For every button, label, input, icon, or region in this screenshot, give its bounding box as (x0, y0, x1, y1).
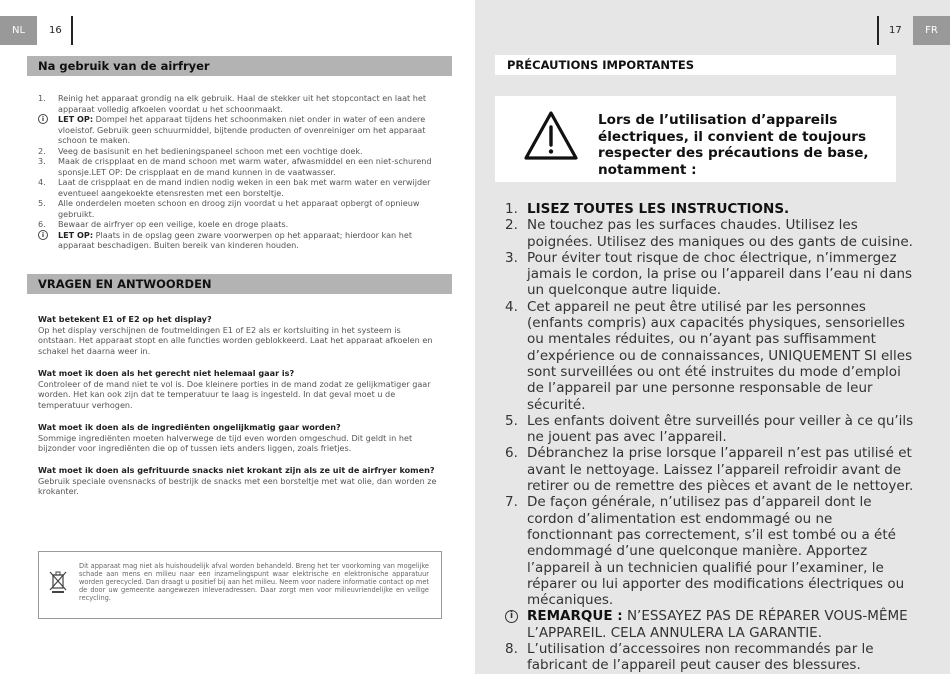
list-item: 1. LISEZ TOUTES LES INSTRUCTIONS. (505, 201, 790, 217)
faq-item (38, 422, 438, 454)
list-item: 2. Veeg de basisunit en het bedieningspaneel schoon met een vochtige doek. (38, 145, 363, 156)
weee-text: Dit apparaat mag niet als huishoudelijk afval worden behandeld. Breng het ter voorkoming van mogelijke schade aan mens en milieu naar een inzamelingspunt waar elektrische en elektronische apparatuur worden gerecycled. Dan draagt u positief bij aan het milieu. Neem voor nadere informatie contact op met de door uw gemeente aangewezen inleveradressen. Daar zorgt men voor milieuvriendelijke en veilige recycling. (79, 562, 429, 602)
faq-item (38, 368, 438, 410)
section-title-faq: VRAGEN EN ANTWOORDEN (27, 274, 452, 294)
crossed-bin-icon (49, 570, 67, 594)
list-item: 5. Les enfants doivent être surveillés pour veiller à ce qu’ils ne jouent pas avec l’appareil. (505, 412, 914, 446)
right-page (475, 0, 950, 674)
list-item: 3. Maak de crispplaat en de mand schoon met warm water, afwasmiddel en een niet-schurend sponsje.LET OP: De crispplaat en de mand kunnen in de vaatwasser. (38, 156, 432, 177)
warning-triangle-icon (523, 110, 579, 162)
faq-answer: Op het display verschijnen de foutmeldingen E1 of E2 als er kortsluiting in het systeem is ontstaan. Het apparaat stopt en alle functies worden geblokkeerd. Laat het apparaat afkoelen en schakel het daarna weer in. (38, 324, 433, 356)
info-icon: i (505, 610, 518, 623)
cleaning-steps-list (38, 93, 438, 251)
faq-question: Wat moet ik doen als het gerecht niet helemaal gaar is? (38, 368, 295, 378)
faq-question: Wat moet ik doen als gefrituurde snacks niet krokant zijn als ze uit de airfryer komen? (38, 465, 435, 475)
faq-answer: Controleer of de mand niet te vol is. Doe kleinere porties in de mand zodat ze gelijkmatiger gaar worden. Het kan ook zijn dat te temperatuur te laag is ingesteld. In dat geval moet u de temperatuur verhogen. (38, 378, 431, 410)
divider (877, 16, 879, 45)
list-item: i REMARQUE : N’ESSAYEZ PAS DE RÉPARER VOUS-MÊME L’APPAREIL. CELA ANNULERA LA GARANTIE. (505, 608, 915, 641)
faq-question: Wat moet ik doen als de ingrediënten ongelijkmatig gaar worden? (38, 422, 341, 432)
list-item: 7. De façon générale, n’utilisez pas d’appareil dont le cordon d’alimentation est endommagé ou ne fonctionnant pas correctement, s’il est tombé ou a été endommagé d’une quelconque manière. Apportez l’appareil à un technicien qualifié pour l’examiner, le réparer ou lui apporter des modifications électriques ou mécaniques. (505, 494, 905, 609)
list-item: 2. Ne touchez pas les surfaces chaudes. Utilisez les poignées. Utilisez des maniques ou des gants de cuisine. (505, 217, 913, 250)
faq-item (38, 465, 438, 497)
warning-text: Lors de l’utilisation d’appareils électriques, il convient de toujours respecter des précautions de base, notamment : (598, 112, 869, 178)
faq-question: Wat betekent E1 of E2 op het display? (38, 314, 212, 324)
faq-answer: Gebruik speciale ovensnacks of bestrijk de snacks met een borsteltje met wat olie, dan worden ze krokanter. (38, 475, 437, 496)
list-item: 4. Cet appareil ne peut être utilisé par les personnes (enfants compris) aux capacités physiques, sensorielles ou mentales réduites, ou n’ayant pas suffisamment d’expérience ou de connaissances, UNIQUEMENT SI elles sont surveillées ou ont été instruites du mode d’emploi de l’appareil par une personne responsable de leur sécurité. (505, 298, 913, 413)
list-item: 4. Laat de crispplaat en de mand indien nodig weken in een bak met warm water en verwijder eventueel aangekoekte etensresten met een borsteltje. (38, 177, 431, 198)
list-item: 3. Pour éviter tout risque de choc électrique, n’immergez jamais le cordon, la prise ou l’appareil dans l’eau ni dans un quelconque autre liquide. (505, 249, 913, 299)
section-title-after-use: Na gebruik van de airfryer (27, 56, 452, 76)
list-item: 8. L’utilisation d’accessoires non recommandés par le fabricant de l’appareil peut causer des blessures. (505, 641, 874, 674)
language-tab: NL (0, 16, 37, 45)
page-number: 16 (49, 25, 62, 36)
list-item: 5. Alle onderdelen moeten schoon en droog zijn voordat u het apparaat opbergt of opnieuw gebruikt. (38, 198, 420, 219)
info-icon: i (38, 230, 48, 240)
faq-answer: Sommige ingrediënten moeten halverwege de tijd even worden omgeschud. Dit geldt in het bijzonder voor ingrediënten die op of tussen iets anders liggen, zoals frietjes. (38, 432, 413, 453)
page-number: 17 (889, 25, 902, 36)
warning-box (495, 96, 896, 182)
divider (71, 16, 73, 45)
precautions-list (505, 201, 915, 674)
list-item: 6. Bewaar de airfryer op een veilige, koele en droge plaats. (38, 219, 289, 229)
weee-notice (38, 551, 442, 619)
faq-item (38, 314, 438, 356)
list-item: i LET OP: Dompel het apparaat tijdens het schoonmaken niet onder in water of een andere vloeistof. Gebruik geen schuurmiddel, bijtende producten of ovenreiniger om het apparaat schoon te maken. (38, 114, 438, 146)
info-icon: i (38, 114, 48, 124)
list-item: 1. Reinig het apparaat grondig na elk gebruik. Haal de stekker uit het stopcontact en laat het apparaat volledig afkoelen voordat u het schoonmaakt. (38, 93, 427, 114)
list-item: i LET OP: Plaats in de opslag geen zware voorwerpen op het apparaat; hierdoor kan het apparaat beschadigen. Buiten bereik van kinderen houden. (38, 230, 438, 251)
language-tab: FR (913, 16, 950, 45)
section-title-important-precautions: PRÉCAUTIONS IMPORTANTES (495, 55, 896, 75)
list-item: 6. Débranchez la prise lorsque l’appareil n’est pas utilisé et avant le nettoyage. Laissez l’appareil refroidir avant de retirer ou de remettre des pièces et avant de le nettoyer. (505, 445, 914, 495)
